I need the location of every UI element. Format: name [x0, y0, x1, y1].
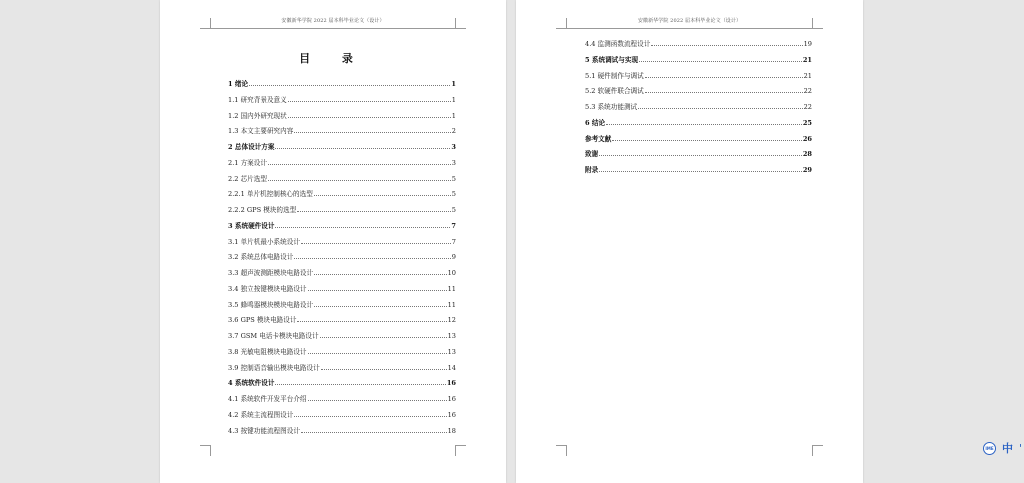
toc-entry[interactable] [228, 219, 456, 235]
toc-leader-dots [268, 164, 451, 165]
toc-entry[interactable] [228, 187, 456, 203]
toc-leader-dots [294, 258, 450, 259]
toc-entry[interactable] [585, 116, 812, 132]
toc-entry-text: 5.2 软硬件联合调试 [585, 87, 644, 96]
toc-entry[interactable] [228, 266, 456, 282]
document-page-2 [516, 0, 863, 483]
toc-entry-text: 2.2.1 单片机控制核心的选型 [228, 190, 313, 199]
toc-entry[interactable] [228, 376, 456, 392]
toc-entry-text: 3.3 超声波测距模块电路设计 [228, 269, 314, 277]
toc-entry[interactable] [228, 282, 456, 298]
toc-leader-dots [268, 180, 451, 181]
toc-entry-text: 5.3 系统功能测试 [585, 103, 638, 111]
toc-page-number: 14 [447, 363, 456, 372]
toc-entry-text: 2.2 芯片选型 [228, 174, 267, 183]
toc-page-number: 10 [447, 269, 456, 277]
toc-leader-dots [612, 140, 801, 141]
toc-leader-dots [275, 227, 450, 228]
toc-entry-text: 3.1 单片机最小系统设计 [228, 237, 300, 246]
toc-entry-text: 2 总体设计方案 [228, 143, 275, 151]
toc-entry[interactable] [228, 313, 456, 329]
toc-entry-text: 参考文献 [585, 134, 612, 143]
ime-icon[interactable]: IME [983, 442, 996, 455]
toc-page-number: 11 [447, 300, 456, 309]
margin-corner-mark [556, 445, 567, 456]
toc-page-number: 3 [451, 143, 456, 151]
toc-leader-dots [599, 155, 802, 156]
margin-corner-mark [200, 18, 211, 29]
toc-leader-dots [275, 384, 445, 385]
toc-leader-dots [639, 61, 802, 62]
toc-entry-text: 4.2 系统主流程图设计 [228, 410, 294, 419]
margin-corner-mark [556, 18, 567, 29]
punctuation-mode[interactable]: ' [1019, 441, 1023, 455]
toc-page-number: 21 [802, 55, 812, 64]
toc-page-number: 2 [451, 127, 456, 136]
toc-entry[interactable] [228, 109, 456, 125]
toc-leader-dots [294, 132, 450, 133]
toc-page-number: 13 [447, 332, 456, 340]
language-label[interactable]: 中 [1002, 442, 1013, 455]
margin-corner-mark [812, 445, 823, 456]
page-header: 安徽新华学院 2022 届本科毕业论文（设计） [281, 18, 385, 24]
toc-leader-dots [308, 290, 447, 291]
toc-leader-dots [645, 92, 803, 93]
toc-entry-text: 6 结论 [585, 118, 606, 127]
toc-entry-text: 致谢 [585, 150, 599, 159]
toc-page-number: 12 [447, 316, 456, 325]
toc-page-number: 25 [802, 118, 812, 127]
toc-entry[interactable] [228, 203, 456, 219]
toc-page-number: 1 [451, 111, 456, 120]
toc-page-number: 29 [802, 166, 812, 174]
toc-page-number: 7 [451, 237, 456, 246]
toc-entry-text: 1.1 研究背景及意义 [228, 95, 287, 104]
toc-page-number: 19 [803, 40, 812, 48]
toc-page-number: 13 [447, 347, 456, 356]
toc-page-number: 5 [451, 190, 456, 199]
margin-corner-mark [812, 18, 823, 29]
toc-entry[interactable] [228, 77, 456, 93]
toc-entry[interactable] [228, 124, 456, 140]
toc-leader-dots [297, 211, 451, 212]
toc-title: 目 录 [299, 52, 367, 65]
toc-entry-text: 2.2.2 GPS 模块的选型 [228, 206, 297, 214]
toc-page-number: 16 [446, 379, 456, 388]
toc-entry-text: 3.2 系统总体电路设计 [228, 253, 294, 262]
header-rule [210, 28, 456, 29]
toc-entry[interactable] [228, 140, 456, 156]
toc-entry[interactable] [585, 132, 812, 148]
toc-entry-text: 3 系统硬件设计 [228, 221, 275, 230]
toc-entry[interactable] [228, 345, 456, 361]
toc-entry-text: 1.3 本文主要研究内容 [228, 127, 294, 136]
toc-entry[interactable] [228, 172, 456, 188]
toc-list [228, 77, 456, 439]
toc-leader-dots [645, 77, 803, 78]
header-rule [566, 28, 813, 29]
toc-page-number: 22 [803, 87, 812, 96]
toc-page-number: 5 [451, 174, 456, 183]
toc-list [585, 37, 812, 179]
toc-page-number: 28 [802, 150, 812, 159]
toc-leader-dots [288, 117, 451, 118]
toc-page-number: 16 [447, 410, 456, 419]
margin-corner-mark [200, 445, 211, 456]
toc-entry[interactable] [585, 84, 812, 100]
toc-entry[interactable] [585, 147, 812, 163]
toc-entry-text: 3.8 光敏电阻模块电路设计 [228, 347, 307, 356]
toc-entry-text: 2.1 方案设计 [228, 158, 267, 167]
toc-leader-dots [249, 85, 450, 86]
toc-entry-text: 3.7 GSM 电话卡模块电路设计 [228, 332, 319, 340]
toc-entry-text: 1 绪论 [228, 80, 249, 88]
toc-entry[interactable] [228, 93, 456, 109]
page-header: 安徽新华学院 2022 届本科毕业论文（设计） [637, 18, 742, 24]
toc-entry-text: 附录 [585, 166, 599, 174]
toc-entry[interactable] [585, 69, 812, 85]
toc-page-number: 18 [447, 426, 456, 435]
input-method-indicator[interactable] [983, 440, 1022, 456]
toc-entry-text: 1.2 国内外研究现状 [228, 111, 287, 120]
toc-leader-dots [651, 45, 802, 46]
toc-entry[interactable] [585, 37, 812, 53]
toc-entry-text: 3.6 GPS 模块电路设计 [228, 316, 297, 325]
margin-corner-mark [455, 18, 466, 29]
toc-entry-text: 4 系统软件设计 [228, 379, 275, 388]
toc-page-number: 1 [451, 80, 456, 88]
toc-entry[interactable] [228, 329, 456, 345]
toc-entry[interactable] [228, 298, 456, 314]
toc-leader-dots [321, 369, 447, 370]
toc-leader-dots [288, 101, 451, 102]
toc-leader-dots [308, 353, 447, 354]
toc-page-number: 16 [447, 395, 456, 403]
toc-leader-dots [308, 400, 447, 401]
toc-entry[interactable] [228, 408, 456, 424]
toc-leader-dots [275, 148, 450, 149]
toc-leader-dots [297, 321, 446, 322]
document-page-1 [160, 0, 506, 483]
toc-entry[interactable] [228, 156, 456, 172]
toc-page-number: 3 [451, 158, 456, 167]
toc-leader-dots [301, 432, 447, 433]
toc-leader-dots [638, 108, 802, 109]
margin-corner-mark [455, 445, 466, 456]
toc-leader-dots [314, 306, 446, 307]
toc-page-number: 9 [451, 253, 456, 262]
toc-leader-dots [599, 171, 802, 172]
toc-entry[interactable] [585, 100, 812, 116]
toc-page-number: 21 [803, 71, 812, 80]
toc-entry-text: 4.1 系统软件开发平台介绍 [228, 395, 307, 403]
toc-entry-text: 3.4 独立按键模块电路设计 [228, 284, 307, 293]
toc-leader-dots [294, 416, 446, 417]
toc-entry[interactable] [228, 250, 456, 266]
toc-entry[interactable] [585, 53, 812, 69]
toc-page-number: 1 [451, 95, 456, 104]
toc-page-number: 7 [451, 221, 456, 230]
toc-entry[interactable] [585, 163, 812, 179]
toc-entry-text: 3.9 控制语音输出模块电路设计 [228, 363, 320, 372]
toc-leader-dots [320, 337, 447, 338]
toc-entry-text: 5.1 硬件制作与调试 [585, 71, 644, 80]
toc-page-number: 5 [451, 206, 456, 214]
toc-leader-dots [606, 124, 802, 125]
toc-page-number: 11 [447, 284, 456, 293]
toc-entry[interactable] [228, 424, 456, 440]
toc-entry[interactable] [228, 361, 456, 377]
toc-entry-text: 4.3 按键功能流程图设计 [228, 426, 300, 435]
toc-entry-text: 3.5 蜂鸣器模块模块电路设计 [228, 300, 314, 309]
toc-entry[interactable] [228, 235, 456, 251]
toc-leader-dots [314, 274, 446, 275]
toc-page-number: 26 [802, 134, 812, 143]
toc-leader-dots [314, 195, 451, 196]
toc-entry-text: 5 系统调试与实现 [585, 55, 639, 64]
toc-entry[interactable] [228, 392, 456, 408]
toc-entry-text: 4.4 监测函数流程设计 [585, 40, 651, 48]
toc-page-number: 22 [803, 103, 812, 111]
toc-leader-dots [301, 243, 451, 244]
